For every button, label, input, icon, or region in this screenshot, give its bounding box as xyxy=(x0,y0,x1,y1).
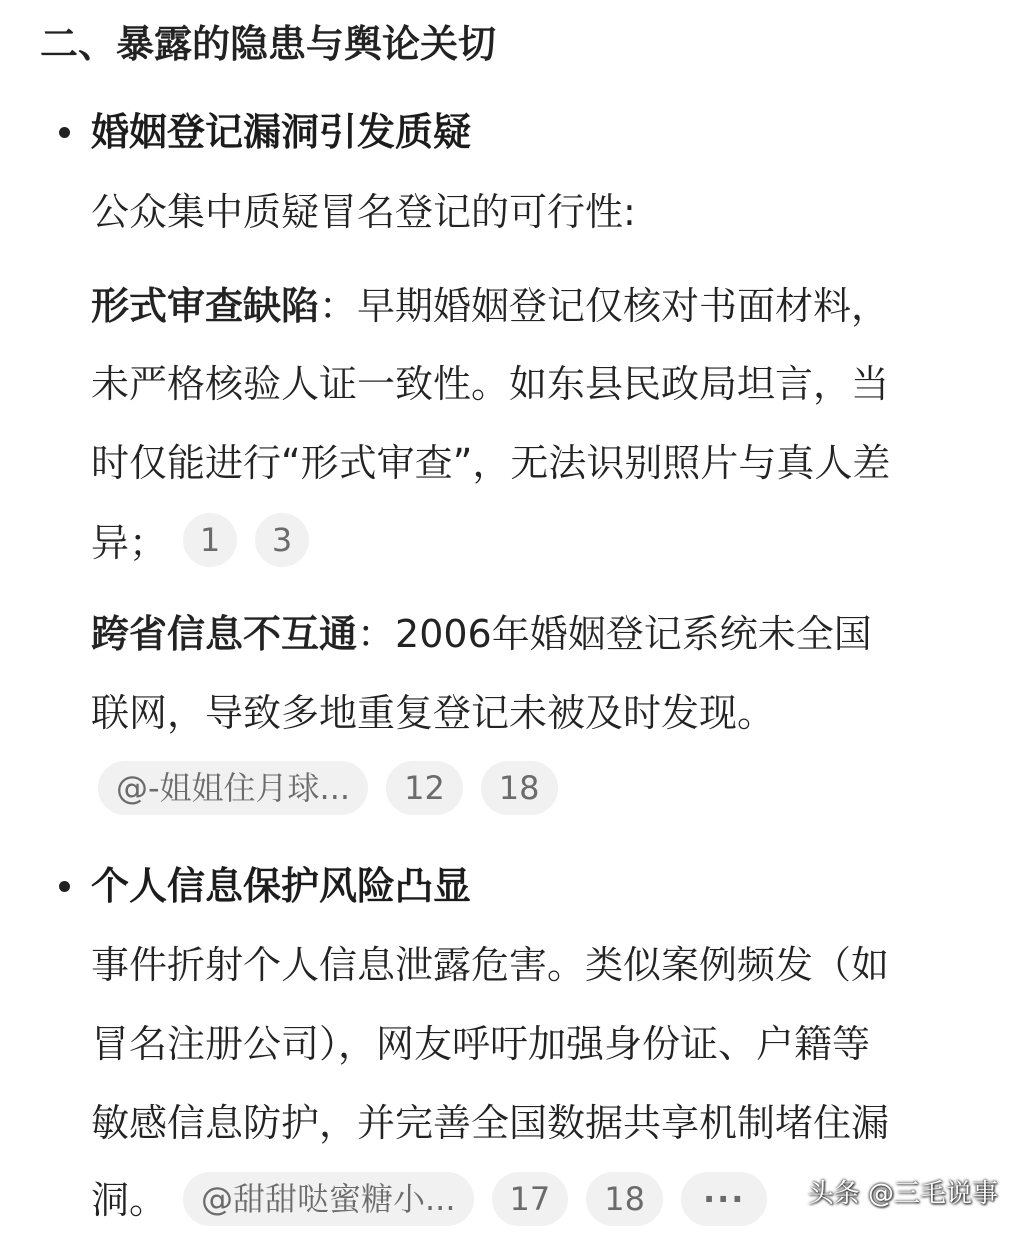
reference-chip[interactable]: 18 xyxy=(586,1172,663,1226)
bullet-dot xyxy=(59,127,70,138)
point-text: ：2006年婚姻登记系统未全国 xyxy=(357,612,872,656)
point-line-2: 未严格核验人证一致性。如东县民政局坦言，当 xyxy=(91,362,890,406)
privacy-line-2: 冒名注册公司），网友呼吁加强身份证、户籍等 xyxy=(91,1022,871,1066)
bullet-dot xyxy=(59,881,70,892)
source-author-chip[interactable]: @-姐姐住月球... xyxy=(98,761,368,815)
watermark: 头条 @三毛说事 xyxy=(807,1179,998,1209)
bullet-title-marriage-registration: 婚姻登记漏洞引发质疑 xyxy=(91,110,472,154)
privacy-line-1: 事件折射个人信息泄露危害。类似案例频发（如 xyxy=(91,943,890,987)
more-icon[interactable]: ··· xyxy=(681,1172,767,1226)
section-heading: 二、暴露的隐患与舆论关切 xyxy=(40,22,497,66)
reference-chip[interactable]: 18 xyxy=(481,761,558,815)
reference-chip[interactable]: 3 xyxy=(255,513,309,567)
privacy-line-3: 敏感信息防护，并完善全国数据共享机制堵住漏 xyxy=(91,1101,890,1145)
reference-chips xyxy=(183,513,309,567)
point-line-4: 异； xyxy=(91,521,168,565)
point-line-3: 时仅能进行“形式审查”，无法识别照片与真人差 xyxy=(91,441,891,485)
point-line-1 xyxy=(91,276,889,336)
point-lead: 形式审查缺陷 xyxy=(91,284,320,328)
reference-chip[interactable]: 12 xyxy=(386,761,463,815)
reference-chip[interactable]: 1 xyxy=(183,513,237,567)
intro-text: 公众集中质疑冒名登记的可行性: xyxy=(91,190,636,234)
source-author-chip[interactable]: @甜甜哒蜜糖小... xyxy=(183,1172,474,1226)
point2-line-2: 联网，导致多地重复登记未被及时发现。 xyxy=(91,691,776,735)
source-chips xyxy=(98,761,558,815)
privacy-line-4: 洞。 xyxy=(91,1178,168,1222)
point2-line-1 xyxy=(91,604,872,664)
source-chips xyxy=(183,1172,767,1226)
point-lead: 跨省信息不互通 xyxy=(91,612,358,656)
reference-chip[interactable]: 17 xyxy=(492,1172,569,1226)
point-text: ：早期婚姻登记仅核对书面材料， xyxy=(319,284,890,328)
bullet-title-privacy-risk: 个人信息保护风险凸显 xyxy=(91,864,472,908)
